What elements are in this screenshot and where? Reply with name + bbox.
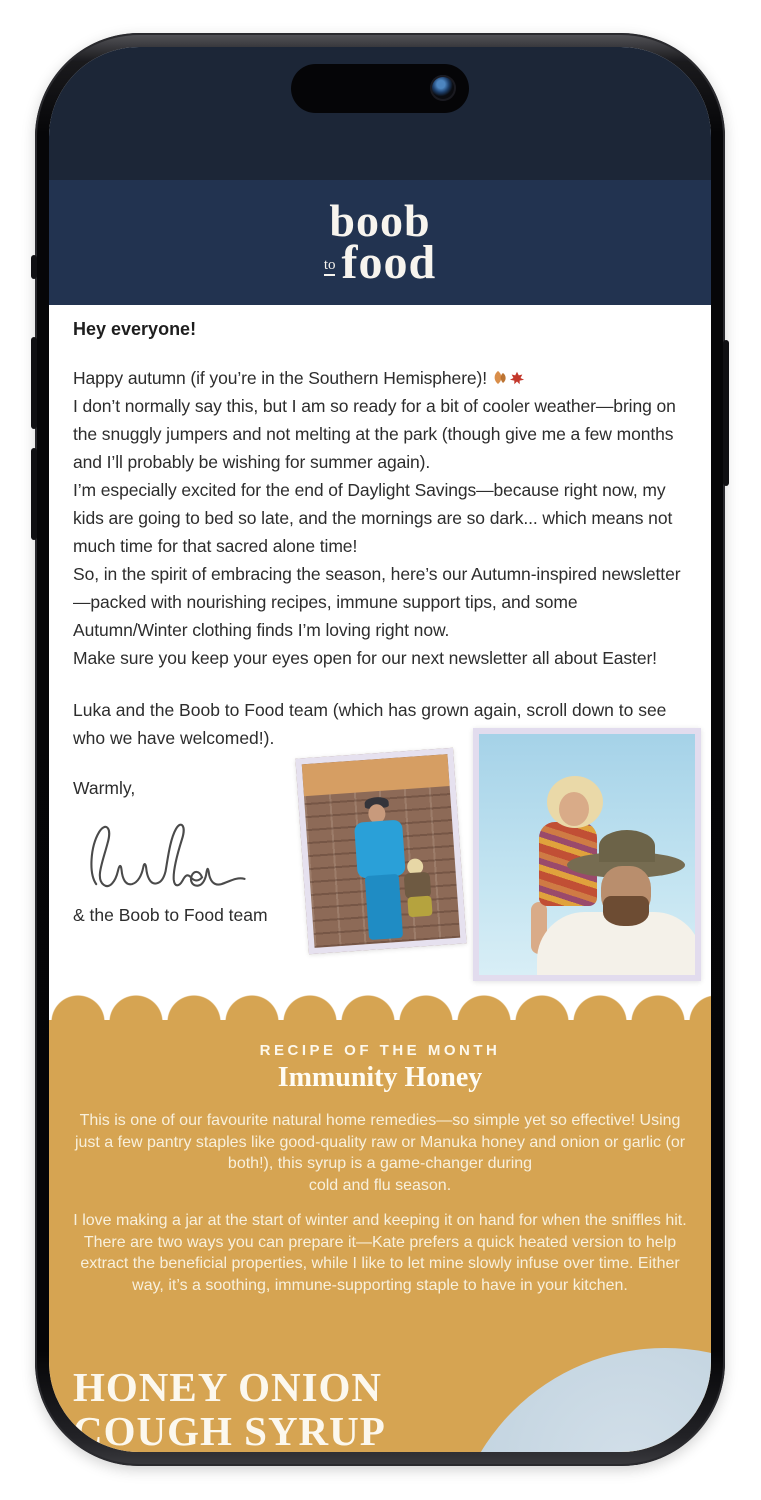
photo-child-face xyxy=(559,792,589,826)
newsletter-header xyxy=(49,180,711,305)
recipe-of-the-month-section xyxy=(49,1020,711,1452)
front-camera-icon xyxy=(430,75,456,101)
maple-leaf-icon xyxy=(509,370,525,386)
recipe-paragraph-2: I love making a jar at the start of winter and keeping it on hand for when the sniffles hit. There are two ways you can prepare it—Kate prefers a quick heated version to help extract the beneficial properties, while I like to let mine slowly infuse over time. Either way, it’s a soothing, immune-supporting staple to have in your kitchen. xyxy=(73,1212,687,1294)
luka-signature-image xyxy=(69,817,274,899)
logo-word-boob: boob xyxy=(329,194,431,246)
phone-mockup-frame xyxy=(35,33,725,1466)
team-note: Luka and the Boob to Food team (which has grown again, scroll down to see who we have welcomed!). xyxy=(73,700,667,748)
volume-down-button xyxy=(31,448,37,540)
falling-leaves-icon xyxy=(492,370,508,386)
recipe-name-heading xyxy=(73,1365,386,1452)
recipe-name-line2: COUGH SYRUP xyxy=(73,1408,386,1452)
photo-man-beard xyxy=(603,896,649,926)
mute-switch xyxy=(31,255,37,279)
recipe-paragraph-1-cont: cold and flu season. xyxy=(308,1176,452,1194)
photo-person-blue-shirt xyxy=(354,819,406,878)
greeting-text: Hey everyone! xyxy=(73,319,197,339)
photo-person-blue-pants xyxy=(365,874,403,940)
signature-team-line: & the Boob to Food team xyxy=(73,904,268,925)
photo-family-brick-wall xyxy=(295,748,466,955)
paragraph-autumn-text: Happy autumn (if you’re in the Southern Hemisphere)! xyxy=(73,368,488,388)
logo-word-food: food xyxy=(341,235,437,289)
paragraph-autumn xyxy=(73,364,687,392)
intro-copy xyxy=(73,364,687,672)
paragraph-easter: Make sure you keep your eyes open for our next newsletter all about Easter! xyxy=(73,648,657,668)
volume-up-button xyxy=(31,337,37,429)
photo-man-hat-top xyxy=(599,830,655,862)
recipe-name-line1: HONEY ONION xyxy=(73,1364,383,1410)
photo-wall-top-band xyxy=(302,754,450,796)
recipe-eyebrow: RECIPE OF THE MONTH xyxy=(259,1042,501,1059)
recipe-photo-circle xyxy=(450,1348,711,1452)
power-button xyxy=(723,340,729,486)
recipe-paragraph-1: This is one of our favourite natural home remedies—so simple yet so effective! Using just a few pantry staples like good-quality raw or Manuka honey and onion or garlic (or both!), this syrup is a game-changer during xyxy=(74,1112,686,1172)
phone-screen-email-view[interactable] xyxy=(49,47,711,1452)
scalloped-edge xyxy=(49,990,711,1020)
paragraph-autumn-newsletter: So, in the spirit of embracing the season, here’s our Autumn-inspired newsletter—packed with nourishing recipes, immune support tips, and some Autumn/Winter clothing finds I’m loving right now. xyxy=(73,564,681,640)
paragraph-cooler-weather: I don’t normally say this, but I am so ready for a bit of cooler weather—bring on the snuggly jumpers and not melting at the park (though give me a few months and I’ll probably be wishing for summer again). xyxy=(73,396,676,472)
logo-word-to: to xyxy=(324,258,336,276)
paragraph-daylight-savings: I’m especially excited for the end of Daylight Savings—because right now, my kids are going to bed so late, and the mornings are so dark... which means not much time for that sacred alone time! xyxy=(73,480,673,556)
logo-row xyxy=(323,235,437,289)
photo-child-pants xyxy=(407,896,432,918)
dynamic-island xyxy=(291,64,469,113)
autumn-leaves-emoji xyxy=(492,370,525,386)
signoff-warmly: Warmly, xyxy=(73,778,136,798)
photo-child-on-shoulders xyxy=(473,728,701,981)
recipe-title: Immunity Honey xyxy=(277,1062,483,1093)
